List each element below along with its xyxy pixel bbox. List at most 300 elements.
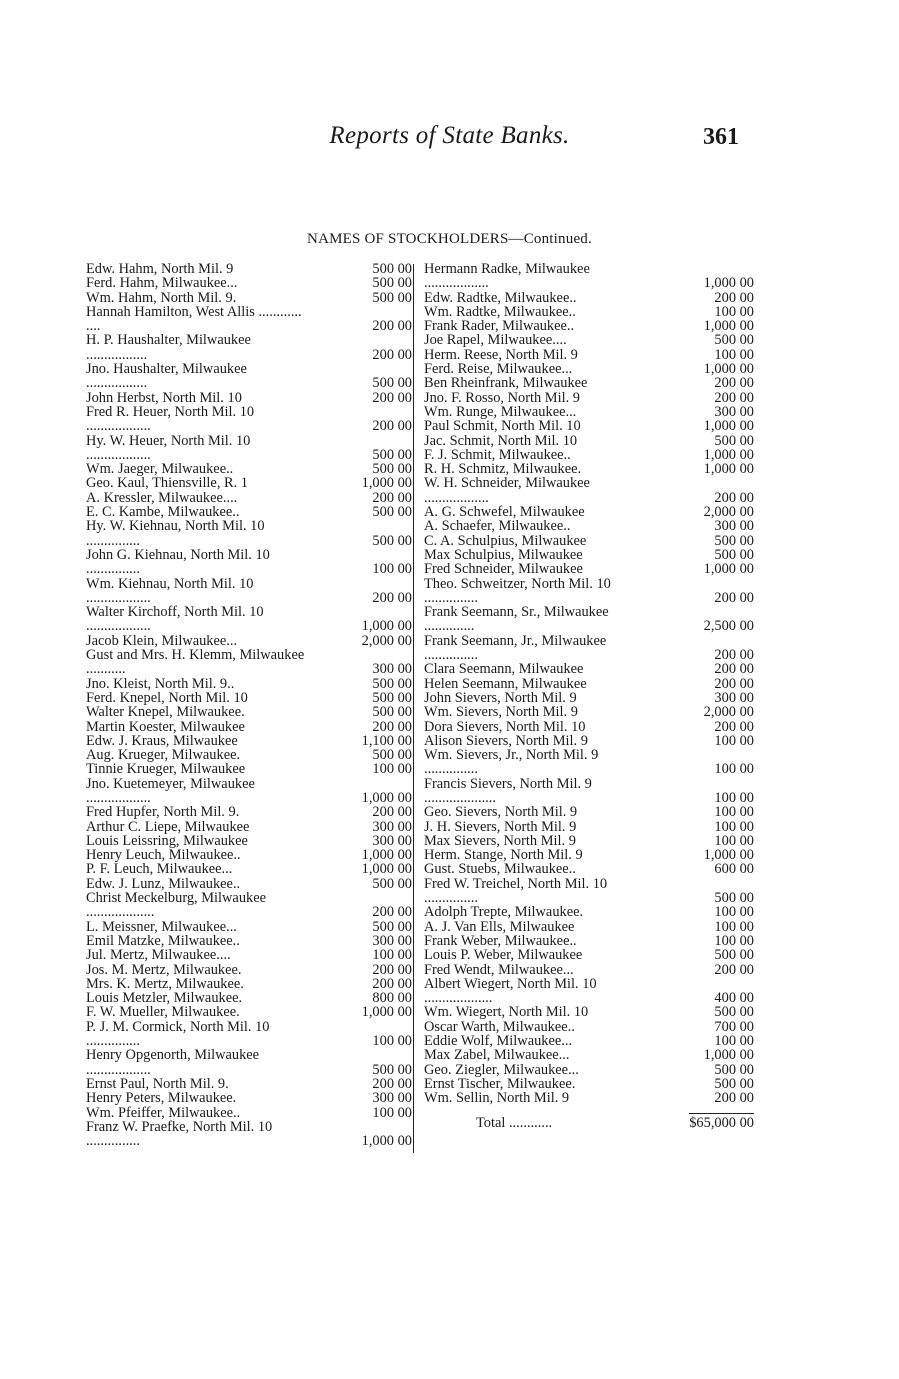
stockholder-name: Herm. Stange, North Mil. 9 — [424, 847, 583, 864]
share-amount: 1,000 00 — [703, 1047, 754, 1064]
stockholder-name: Jno. Kleist, North Mil. 9.. — [86, 675, 235, 692]
stockholder-row — [424, 562, 754, 576]
stockholder-row — [424, 548, 754, 562]
share-amount: 500 00 — [372, 747, 412, 764]
stockholder-name: R. H. Schmitz, Milwaukee. — [424, 461, 582, 478]
stockholder-row — [424, 1034, 754, 1048]
stockholder-row — [424, 348, 754, 362]
stockholder-row — [86, 948, 412, 962]
stockholder-name: Henry Opgenorth, Milwaukee .................. — [86, 1047, 260, 1078]
stockholder-name: Herm. Reese, North Mil. 9 — [424, 346, 578, 363]
stockholder-row — [86, 391, 412, 405]
stockholder-name: Aug. Krueger, Milwaukee. — [86, 747, 241, 764]
share-amount: 500 00 — [714, 947, 754, 964]
stockholder-row — [86, 720, 412, 734]
stockholder-name: J. H. Sievers, North Mil. 9 — [424, 818, 577, 835]
total-label: Total ............ — [476, 1114, 553, 1131]
stockholder-name: Henry Peters, Milwaukee. — [86, 1090, 237, 1107]
stockholder-row — [86, 634, 412, 648]
stockholder-row — [86, 1120, 412, 1149]
share-amount: 200 00 — [714, 718, 754, 735]
stockholder-name: Ferd. Hahm, Milwaukee... — [86, 275, 238, 292]
stockholder-name: Wm. Radtke, Milwaukee.. — [424, 303, 576, 320]
stockholder-name: Edw. Radtke, Milwaukee.. — [424, 289, 577, 306]
stockholder-row — [424, 1091, 754, 1105]
stockholder-row — [424, 1048, 754, 1062]
stockholder-name: Max Zabel, Milwaukee... — [424, 1047, 570, 1064]
stockholder-name: H. P. Haushalter, Milwaukee ................. — [86, 332, 251, 363]
stockholder-row — [86, 577, 412, 606]
stockholder-name: Ferd. Knepel, North Mil. 10 — [86, 689, 248, 706]
stockholder-name: Wm. Wiegert, North Mil. 10 — [424, 1004, 589, 1021]
stockholder-name: Mrs. K. Mertz, Milwaukee. — [86, 975, 244, 992]
stockholder-row — [424, 948, 754, 962]
share-amount: 200 00 — [714, 661, 754, 678]
stockholder-row — [86, 476, 412, 490]
share-amount: 500 00 — [372, 446, 412, 463]
stockholder-name: Wm. Hahm, North Mil. 9. — [86, 289, 237, 306]
stockholder-row — [424, 905, 754, 919]
stockholder-name: Alison Sievers, North Mil. 9 — [424, 732, 588, 749]
share-amount: 200 00 — [372, 318, 412, 335]
share-amount: 200 00 — [372, 961, 412, 978]
stockholder-row — [424, 519, 754, 533]
stockholder-row — [86, 677, 412, 691]
share-amount: 1,100 00 — [361, 732, 412, 749]
stockholder-row — [86, 877, 412, 891]
stockholder-row — [86, 276, 412, 290]
stockholder-name: Ernst Tischer, Milwaukee. — [424, 1075, 576, 1092]
stockholder-name: Wm. Runge, Milwaukee... — [424, 403, 577, 420]
stockholder-row — [86, 462, 412, 476]
stockholder-name: Martin Koester, Milwaukee — [86, 718, 245, 735]
share-amount: 500 00 — [714, 1075, 754, 1092]
share-amount: 800 00 — [372, 990, 412, 1007]
stockholder-row — [424, 1020, 754, 1034]
share-amount: 200 00 — [372, 804, 412, 821]
stockholder-name: Fred Wendt, Milwaukee... — [424, 961, 574, 978]
stockholder-row — [86, 491, 412, 505]
stockholder-row — [424, 419, 754, 433]
stockholder-name: A. G. Schwefel, Milwaukee — [424, 504, 585, 521]
stockholder-row — [86, 834, 412, 848]
stockholder-row — [86, 333, 412, 362]
stockholder-name: Albert Wiegert, North Mil. 10 ................... — [424, 975, 597, 1007]
stockholder-name: Jul. Mertz, Milwaukee.... — [86, 947, 231, 964]
stockholder-name: Wm. Pfeiffer, Milwaukee.. — [86, 1104, 241, 1121]
share-amount: 1,000 00 — [703, 461, 754, 478]
stockholder-row — [424, 291, 754, 305]
stockholder-row — [86, 977, 412, 991]
share-amount: 300 00 — [372, 932, 412, 949]
stockholder-row — [86, 434, 412, 463]
share-amount: 200 00 — [372, 589, 412, 606]
share-amount: 1,000 00 — [361, 475, 412, 492]
stockholder-name: Max Sievers, North Mil. 9 — [424, 832, 576, 849]
stockholder-row — [86, 1020, 412, 1049]
stockholders-right-column — [424, 262, 754, 1130]
section-heading: NAMES OF STOCKHOLDERS—Continued. — [307, 231, 592, 247]
stockholder-row — [86, 762, 412, 776]
stockholder-name: A. Kressler, Milwaukee.... — [86, 489, 238, 506]
share-amount: 400 00 — [714, 990, 754, 1007]
share-amount: 600 00 — [714, 861, 754, 878]
stockholder-name: Louis P. Weber, Milwaukee — [424, 947, 583, 964]
share-amount: 300 00 — [714, 403, 754, 420]
stockholder-row — [424, 577, 754, 606]
stockholder-row — [86, 862, 412, 876]
share-amount: 1,000 00 — [703, 847, 754, 864]
stockholder-row — [424, 434, 754, 448]
share-amount: 500 00 — [372, 918, 412, 935]
share-amount: 1,000 00 — [703, 446, 754, 463]
share-amount: 100 00 — [372, 947, 412, 964]
share-amount: 500 00 — [714, 890, 754, 907]
share-amount: 100 00 — [372, 1104, 412, 1121]
stockholder-row — [86, 1106, 412, 1120]
share-amount: 100 00 — [714, 761, 754, 778]
share-amount: 500 00 — [372, 289, 412, 306]
share-amount: 200 00 — [714, 489, 754, 506]
stockholder-row — [424, 1077, 754, 1091]
share-amount: 1,000 00 — [361, 618, 412, 635]
share-amount: 2,000 00 — [703, 504, 754, 521]
stockholder-row — [424, 448, 754, 462]
stockholder-row — [86, 1005, 412, 1019]
share-amount: 500 00 — [714, 532, 754, 549]
share-amount: 300 00 — [714, 689, 754, 706]
stockholder-name: F. W. Mueller, Milwaukee. — [86, 1004, 240, 1021]
stockholder-row — [424, 605, 754, 634]
stockholder-name: Frank Seemann, Jr., Milwaukee ............... — [424, 632, 607, 664]
stockholder-name: Helen Seemann, Milwaukee — [424, 675, 587, 692]
stockholder-row — [424, 977, 754, 1006]
share-amount: 1,000 00 — [361, 1004, 412, 1021]
stockholder-row — [86, 405, 412, 434]
share-amount: 100 00 — [714, 932, 754, 949]
stockholder-row — [86, 848, 412, 862]
stockholder-row — [86, 891, 412, 920]
stockholder-row — [424, 662, 754, 676]
stockholder-row — [424, 376, 754, 390]
stockholder-name: Tinnie Krueger, Milwaukee — [86, 761, 246, 778]
stockholder-row — [424, 877, 754, 906]
stockholder-row — [86, 705, 412, 719]
stockholder-row — [86, 934, 412, 948]
stockholder-row — [424, 1063, 754, 1077]
share-amount: 300 00 — [372, 818, 412, 835]
stockholder-name: Edw. J. Lunz, Milwaukee.. — [86, 875, 241, 892]
share-amount: 2,500 00 — [703, 618, 754, 635]
share-amount: 300 00 — [372, 832, 412, 849]
share-amount: 100 00 — [372, 1033, 412, 1050]
stockholder-row — [86, 805, 412, 819]
stockholder-name: Emil Matzke, Milwaukee.. — [86, 932, 240, 949]
share-amount: 300 00 — [372, 661, 412, 678]
stockholder-name: Francis Sievers, North Mil. 9 .................... — [424, 775, 592, 806]
stockholder-name: Wm. Sievers, North Mil. 9 — [424, 704, 578, 721]
stockholder-row — [86, 963, 412, 977]
stockholder-row — [424, 691, 754, 705]
share-amount: 1,000 00 — [703, 418, 754, 435]
stockholder-name: Arthur C. Liepe, Milwaukee — [86, 818, 250, 835]
share-amount: 500 00 — [372, 375, 412, 392]
stockholder-row — [424, 262, 754, 291]
share-amount: 200 00 — [372, 418, 412, 435]
share-amount: 200 00 — [714, 375, 754, 392]
stockholder-row — [424, 505, 754, 519]
stockholder-row — [86, 305, 412, 334]
share-amount: 100 00 — [714, 832, 754, 849]
stockholder-name: Wm. Jaeger, Milwaukee.. — [86, 461, 234, 478]
share-amount: 1,000 00 — [703, 361, 754, 378]
share-amount: 500 00 — [714, 546, 754, 563]
stockholder-row — [86, 519, 412, 548]
share-amount: 100 00 — [714, 918, 754, 935]
running-title: Reports of State Banks. — [329, 122, 570, 149]
stockholder-row — [86, 291, 412, 305]
stockholder-row — [86, 777, 412, 806]
stockholder-row — [86, 748, 412, 762]
share-amount: 200 00 — [372, 489, 412, 506]
stockholder-name: Geo. Ziegler, Milwaukee... — [424, 1061, 579, 1078]
share-amount: 500 00 — [714, 1004, 754, 1021]
stockholder-name: Gust and Mrs. H. Klemm, Milwaukee ........... — [86, 647, 305, 678]
share-amount: 200 00 — [714, 1090, 754, 1107]
stockholder-name: Franz W. Praefke, North Mil. 10 ............... — [86, 1118, 273, 1150]
share-amount: 200 00 — [372, 904, 412, 921]
page-number: 361 — [703, 124, 739, 150]
stockholder-row — [424, 534, 754, 548]
stockholder-name: Henry Leuch, Milwaukee.. — [86, 847, 241, 864]
stockholders-left-column — [86, 262, 412, 1148]
share-amount: 500 00 — [372, 275, 412, 292]
stockholder-name: P. J. M. Cormick, North Mil. 10 ............... — [86, 1018, 270, 1050]
stockholder-name: Fred Schneider, Milwaukee — [424, 561, 583, 578]
share-amount: 500 00 — [372, 704, 412, 721]
stockholder-name: P. F. Leuch, Milwaukee... — [86, 861, 233, 878]
stockholder-row — [86, 648, 412, 677]
stockholder-row — [86, 920, 412, 934]
share-amount: 100 00 — [714, 1033, 754, 1050]
share-amount: 100 00 — [714, 818, 754, 835]
stockholder-row — [424, 920, 754, 934]
total-amount: $65,000 00 — [689, 1114, 754, 1131]
stockholder-name: Hy. W. Heuer, North Mil. 10 .................. — [86, 432, 251, 463]
share-amount: 100 00 — [714, 346, 754, 363]
stockholder-name: Frank Seemann, Sr., Milwaukee .............. — [424, 604, 609, 635]
stockholder-row — [424, 333, 754, 347]
stockholder-row — [424, 705, 754, 719]
share-amount: 1,000 00 — [361, 861, 412, 878]
stockholder-name: F. J. Schmit, Milwaukee.. — [424, 446, 571, 463]
share-amount: 300 00 — [714, 518, 754, 535]
stockholder-name: Joe Rapel, Milwaukee.... — [424, 332, 567, 349]
stockholder-name: Wm. Sellin, North Mil. 9 — [424, 1090, 570, 1107]
share-amount: 1,000 00 — [361, 1133, 412, 1150]
stockholder-name: Ernst Paul, North Mil. 9. — [86, 1075, 229, 1092]
share-amount: 100 00 — [714, 303, 754, 320]
share-amount: 500 00 — [372, 675, 412, 692]
share-amount: 200 00 — [714, 389, 754, 406]
stockholder-row — [86, 605, 412, 634]
stockholder-name: L. Meissner, Milwaukee... — [86, 918, 237, 935]
stockholder-row — [86, 505, 412, 519]
stockholder-row — [424, 934, 754, 948]
stockholder-name: Geo. Sievers, North Mil. 9 — [424, 804, 578, 821]
stockholder-row — [86, 1077, 412, 1091]
share-amount: 500 00 — [372, 461, 412, 478]
stockholder-row — [424, 848, 754, 862]
share-amount: 500 00 — [372, 504, 412, 521]
stockholder-name: Ferd. Reise, Milwaukee... — [424, 361, 573, 378]
stockholder-row — [424, 834, 754, 848]
share-amount: 500 00 — [714, 1061, 754, 1078]
stockholder-name: Jac. Schmit, North Mil. 10 — [424, 432, 578, 449]
stockholder-name: Theo. Schweitzer, North Mil. 10 ............... — [424, 575, 611, 606]
stockholder-name: W. H. Schneider, Milwaukee .................. — [424, 475, 590, 506]
share-amount: 200 00 — [372, 1075, 412, 1092]
stockholder-row — [424, 777, 754, 806]
stockholder-row — [424, 720, 754, 734]
stockholder-name: A. Schaefer, Milwaukee.. — [424, 518, 571, 535]
share-amount: 500 00 — [714, 332, 754, 349]
share-amount: 200 00 — [372, 389, 412, 406]
stockholder-name: Paul Schmit, North Mil. 10 — [424, 418, 581, 435]
share-amount: 200 00 — [714, 647, 754, 664]
stockholder-name: Wm. Sievers, Jr., North Mil. 9 ............... — [424, 747, 599, 778]
stockholder-name: Fred Hupfer, North Mil. 9. — [86, 804, 240, 821]
stockholder-row — [86, 262, 412, 276]
stockholder-name: Jacob Klein, Milwaukee... — [86, 632, 238, 649]
share-amount: 500 00 — [372, 532, 412, 549]
stockholder-name: Hy. W. Kiehnau, North Mil. 10 ............... — [86, 518, 265, 549]
stockholder-row — [424, 634, 754, 663]
stockholder-name: Eddie Wolf, Milwaukee... — [424, 1033, 573, 1050]
stockholder-name: Jno. F. Rosso, North Mil. 9 — [424, 389, 580, 406]
stockholder-name: Walter Knepel, Milwaukee. — [86, 704, 245, 721]
stockholder-name: Jno. Kuetemeyer, Milwaukee .................. — [86, 775, 255, 806]
share-amount: 100 00 — [714, 904, 754, 921]
stockholder-name: Jos. M. Mertz, Milwaukee. — [86, 961, 242, 978]
stockholder-name: Oscar Warth, Milwaukee.. — [424, 1018, 575, 1035]
share-amount: 200 00 — [714, 961, 754, 978]
stockholder-name: C. A. Schulpius, Milwaukee — [424, 532, 587, 549]
share-amount: 500 00 — [372, 689, 412, 706]
share-amount: 2,000 00 — [703, 704, 754, 721]
share-amount: 1,000 00 — [361, 847, 412, 864]
stockholder-name: Max Schulpius, Milwaukee — [424, 546, 583, 563]
share-amount: 500 00 — [714, 432, 754, 449]
stockholder-row — [86, 1091, 412, 1105]
stockholder-name: Louis Leissring, Milwaukee — [86, 832, 248, 849]
stockholder-row — [424, 476, 754, 505]
stockholder-name: Fred R. Heuer, North Mil. 10 .................. — [86, 403, 255, 435]
stockholder-name: Geo. Kaul, Thiensville, R. 1 — [86, 475, 249, 492]
share-amount: 500 00 — [372, 261, 412, 277]
stockholder-row — [424, 305, 754, 319]
share-amount: 300 00 — [372, 1090, 412, 1107]
stockholder-name: John G. Kiehnau, North Mil. 10 ............... — [86, 546, 270, 578]
stockholder-row — [424, 391, 754, 405]
stockholder-row — [424, 405, 754, 419]
share-amount: 500 00 — [372, 875, 412, 892]
share-amount: 200 00 — [714, 589, 754, 606]
stockholder-row — [424, 963, 754, 977]
stockholder-row — [86, 991, 412, 1005]
stockholder-row — [424, 319, 754, 333]
stockholder-row — [424, 734, 754, 748]
share-amount: 100 00 — [372, 561, 412, 578]
stockholder-row — [86, 548, 412, 577]
stockholder-name: Gust. Stuebs, Milwaukee.. — [424, 861, 576, 878]
stockholder-row — [424, 862, 754, 876]
share-amount: 100 00 — [714, 789, 754, 806]
stockholder-row — [424, 748, 754, 777]
stockholder-name: Frank Rader, Milwaukee.. — [424, 318, 575, 335]
share-amount: 1,000 00 — [703, 561, 754, 578]
share-amount: 100 00 — [714, 732, 754, 749]
stockholder-name: Edw. J. Kraus, Milwaukee — [86, 732, 238, 749]
share-amount: 1,000 00 — [361, 789, 412, 806]
stockholder-name: Jno. Haushalter, Milwaukee ................. — [86, 361, 247, 392]
stockholder-row — [424, 462, 754, 476]
stockholder-name: Frank Weber, Milwaukee.. — [424, 932, 577, 949]
stockholder-name: Clara Seemann, Milwaukee — [424, 661, 584, 678]
stockholder-row — [424, 1005, 754, 1019]
stockholder-name: Hermann Radke, Milwaukee .................. — [424, 261, 590, 292]
stockholder-row — [424, 677, 754, 691]
stockholder-row — [424, 362, 754, 376]
stockholder-name: E. C. Kambe, Milwaukee.. — [86, 504, 240, 521]
stockholder-row — [86, 691, 412, 705]
stockholder-name: Wm. Kiehnau, North Mil. 10 .................. — [86, 575, 254, 606]
stockholder-name: Louis Metzler, Milwaukee. — [86, 990, 243, 1007]
share-amount: 200 00 — [372, 346, 412, 363]
stockholder-name: John Sievers, North Mil. 9 — [424, 689, 577, 706]
share-amount: 100 00 — [372, 761, 412, 778]
stockholder-row — [424, 805, 754, 819]
stockholder-row — [86, 362, 412, 391]
stockholder-name: Hannah Hamilton, West Allis ............ .... — [86, 303, 302, 335]
share-amount: 200 00 — [372, 975, 412, 992]
share-amount: 200 00 — [372, 718, 412, 735]
share-amount: 200 00 — [714, 675, 754, 692]
stockholder-row — [424, 820, 754, 834]
stockholder-name: Walter Kirchoff, North Mil. 10 .................. — [86, 604, 264, 635]
stockholder-name: Fred W. Treichel, North Mil. 10 ............... — [424, 875, 608, 907]
stockholder-name: John Herbst, North Mil. 10 — [86, 389, 242, 406]
share-amount: 1,000 00 — [703, 318, 754, 335]
stockholder-name: Adolph Trepte, Milwaukee. — [424, 904, 584, 921]
stockholder-name: Edw. Hahm, North Mil. 9 — [86, 261, 234, 277]
stockholder-row — [86, 1048, 412, 1077]
stockholder-name: Ben Rheinfrank, Milwaukee — [424, 375, 588, 392]
share-amount: 1,000 00 — [703, 275, 754, 292]
share-amount: 2,000 00 — [361, 632, 412, 649]
stockholder-row — [86, 734, 412, 748]
column-divider — [413, 264, 414, 1153]
stockholder-name: Christ Meckelburg, Milwaukee ................... — [86, 890, 266, 921]
stockholder-name: A. J. Van Ells, Milwaukee — [424, 918, 575, 935]
share-amount: 100 00 — [714, 804, 754, 821]
total-row — [424, 1110, 754, 1130]
share-amount: 200 00 — [714, 289, 754, 306]
stockholder-name: Dora Sievers, North Mil. 10 — [424, 718, 586, 735]
share-amount: 700 00 — [714, 1018, 754, 1035]
share-amount: 500 00 — [372, 1061, 412, 1078]
stockholder-row — [86, 820, 412, 834]
